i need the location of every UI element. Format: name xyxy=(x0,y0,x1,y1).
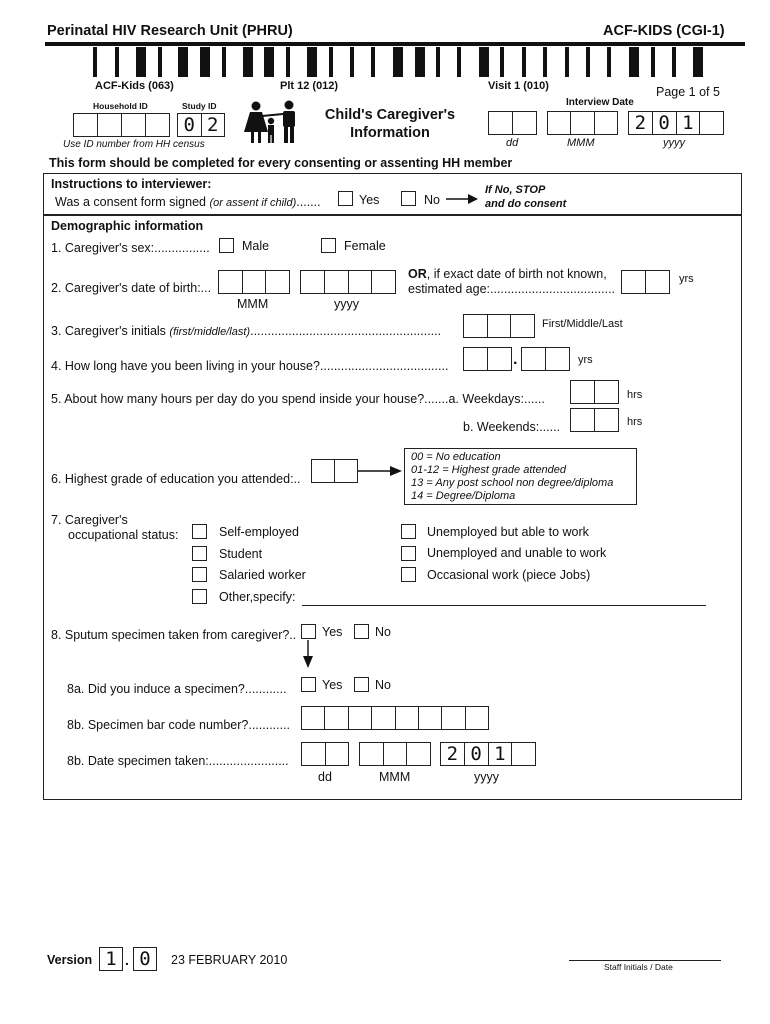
residence-years-field[interactable] xyxy=(463,347,512,371)
specimen-yyyy-hint: yyyy xyxy=(474,770,499,784)
weekday-hrs-unit: hrs xyxy=(627,389,643,401)
year-digit: 0 xyxy=(465,743,489,765)
dob-year-field[interactable] xyxy=(300,270,396,294)
male-checkbox[interactable] xyxy=(219,238,234,253)
dob-mmm-hint: MMM xyxy=(237,297,269,311)
occasional-work-checkbox[interactable] xyxy=(401,567,416,582)
q2-label: 2. Caregiver's date of birth:... xyxy=(51,281,212,295)
unemployed-unable-label: Unemployed and unable to work xyxy=(427,546,607,560)
study-id-label: Study ID xyxy=(182,101,217,111)
sputum-yes-checkbox[interactable] xyxy=(301,624,316,639)
dob-month-field[interactable] xyxy=(218,270,290,294)
form-title-line1: Child's Caregiver's xyxy=(324,107,456,123)
header-rule xyxy=(45,42,745,46)
page-number: Page 1 of 5 xyxy=(656,85,720,99)
consent-yes-label: Yes xyxy=(359,193,380,207)
staff-initials-label: Staff Initials / Date xyxy=(604,962,673,972)
household-id-field[interactable] xyxy=(73,113,170,137)
q2-or-text: OR, if exact date of birth not known, xyxy=(408,267,607,281)
year-digit: 1 xyxy=(489,743,513,765)
study-id-digit: 0 xyxy=(178,114,202,136)
residence-decimal-field[interactable] xyxy=(521,347,570,371)
staff-initials-line[interactable] xyxy=(569,960,721,961)
self-employed-label: Self-employed xyxy=(219,525,299,539)
q4-label: 4. How long have you been living in your house?..................................... xyxy=(51,359,449,373)
education-codes xyxy=(411,451,613,503)
visit-label: Visit 1 (010) xyxy=(488,80,549,92)
demographic-heading: Demographic information xyxy=(51,219,204,233)
estimated-age-field[interactable] xyxy=(621,270,670,294)
code-line: 00 = No education xyxy=(411,451,501,463)
study-label: ACF-Kids (063) xyxy=(95,80,174,92)
weekday-hours-field[interactable] xyxy=(570,380,619,404)
q1-label: 1. Caregiver's sex:................ xyxy=(51,241,210,255)
salaried-worker-checkbox[interactable] xyxy=(192,567,207,582)
interview-month-field[interactable] xyxy=(547,111,618,135)
female-label: Female xyxy=(344,239,386,253)
interview-year-field[interactable] xyxy=(628,111,724,135)
student-label: Student xyxy=(219,547,263,561)
q8c-label: 8b. Date specimen taken:....................... xyxy=(67,754,289,768)
arrow-right-icon xyxy=(358,465,402,477)
year-digit xyxy=(700,112,723,134)
instructions-heading: Instructions to interviewer: xyxy=(51,177,212,191)
form-code: ACF-KIDS (CGI-1) xyxy=(603,23,725,39)
other-checkbox[interactable] xyxy=(192,589,207,604)
q5-label: 5. About how many hours per day do you spend inside your house?.......a. Weekdays:...... xyxy=(51,392,545,406)
specimen-mmm-hint: MMM xyxy=(379,770,411,784)
form-title xyxy=(305,106,475,142)
q8a-label: 8a. Did you induce a specimen?............ xyxy=(67,682,287,696)
education-grade-field[interactable] xyxy=(311,459,358,483)
q4-yrs-unit: yrs xyxy=(578,354,593,366)
induced-yes-checkbox[interactable] xyxy=(301,677,316,692)
interview-day-field[interactable] xyxy=(488,111,537,135)
consent-no-checkbox[interactable] xyxy=(401,191,416,206)
form-title-line2: Information xyxy=(350,125,430,141)
id-note: Use ID number from HH census xyxy=(63,139,205,150)
specimen-year-field[interactable] xyxy=(440,742,536,766)
mmm-hint: MMM xyxy=(567,137,595,149)
consent-question: Was a consent form signed (or assent if child)....... xyxy=(55,195,321,209)
org-name: Perinatal HIV Research Unit (PHRU) xyxy=(47,23,293,39)
year-digit: 0 xyxy=(653,112,677,134)
q7-label: 7. Caregiver's occupational status: xyxy=(51,513,179,542)
sputum-yes-label: Yes xyxy=(322,625,343,639)
dob-yyyy-hint: yyyy xyxy=(334,297,359,311)
female-checkbox[interactable] xyxy=(321,238,336,253)
dd-hint: dd xyxy=(506,137,519,149)
year-digit: 2 xyxy=(441,743,465,765)
other-label: Other,specify: xyxy=(219,590,296,604)
other-specify-line[interactable] xyxy=(302,605,706,606)
unemployed-able-label: Unemployed but able to work xyxy=(427,525,589,539)
version-date: 23 FEBRUARY 2010 xyxy=(171,953,288,967)
version-major: 1 xyxy=(99,947,123,971)
student-checkbox[interactable] xyxy=(192,546,207,561)
study-id-digit: 2 xyxy=(207,114,219,136)
specimen-day-field[interactable] xyxy=(301,742,349,766)
sputum-no-checkbox[interactable] xyxy=(354,624,369,639)
induced-no-label: No xyxy=(375,678,391,692)
code-line: 13 = Any post school non degree/diploma xyxy=(411,477,614,489)
barcode-number-field[interactable] xyxy=(301,706,489,730)
unemployed-able-checkbox[interactable] xyxy=(401,524,416,539)
q5b-label: b. Weekends:...... xyxy=(463,420,561,434)
yyyy-hint: yyyy xyxy=(663,137,685,149)
interview-date-label: Interview Date xyxy=(566,97,634,108)
specimen-dd-hint: dd xyxy=(318,770,332,784)
induced-yes-label: Yes xyxy=(322,678,343,692)
household-id-label: Household ID xyxy=(93,101,148,111)
plt-label: Plt 12 (012) xyxy=(280,80,339,92)
q2-estimated-age-label: estimated age:.................................... xyxy=(408,282,616,296)
self-employed-checkbox[interactable] xyxy=(192,524,207,539)
form-note: This form should be completed for every consenting or assenting HH member xyxy=(49,156,513,170)
weekend-hrs-unit: hrs xyxy=(627,416,643,428)
year-digit: 2 xyxy=(629,112,653,134)
male-label: Male xyxy=(242,239,270,253)
decimal-point: . xyxy=(513,351,518,368)
q6-label: 6. Highest grade of education you attended:.. xyxy=(51,472,301,486)
induced-no-checkbox[interactable] xyxy=(354,677,369,692)
arrow-down-icon xyxy=(302,640,314,668)
sputum-no-label: No xyxy=(375,625,391,639)
unemployed-unable-checkbox[interactable] xyxy=(401,546,416,561)
code-line: 01-12 = Highest grade attended xyxy=(411,464,567,476)
consent-yes-checkbox[interactable] xyxy=(338,191,353,206)
arrow-right-icon xyxy=(446,193,478,205)
stop-note: If No, STOP and do consent xyxy=(485,184,567,210)
q3-label: 3. Caregiver's initials (first/middle/last)....................................................... xyxy=(51,324,442,338)
initials-hint: First/Middle/Last xyxy=(542,318,623,330)
family-icon xyxy=(234,100,304,144)
q2-yrs-unit: yrs xyxy=(679,273,694,285)
q8b-label: 8b. Specimen bar code number?............ xyxy=(67,718,291,732)
q8-label: 8. Sputum specimen taken from caregiver?.. xyxy=(51,628,297,642)
specimen-month-field[interactable] xyxy=(359,742,431,766)
year-digit xyxy=(512,743,535,765)
code-line: 14 = Degree/Diploma xyxy=(411,490,516,502)
version-minor: 0 xyxy=(133,947,157,971)
weekend-hours-field[interactable] xyxy=(570,408,619,432)
initials-field[interactable] xyxy=(463,314,535,338)
version-label: Version xyxy=(47,953,93,967)
consent-no-label: No xyxy=(424,193,440,207)
study-id-field[interactable] xyxy=(177,113,225,137)
salaried-worker-label: Salaried worker xyxy=(219,568,306,582)
version-dot: . xyxy=(125,952,129,968)
year-digit: 1 xyxy=(677,112,701,134)
occasional-work-label: Occasional work (piece Jobs) xyxy=(427,568,591,582)
